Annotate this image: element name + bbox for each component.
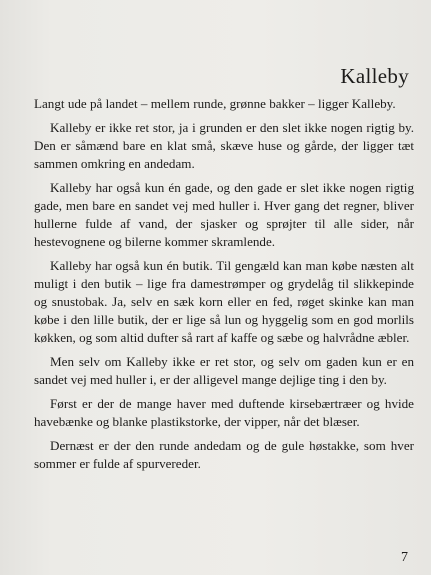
- show-through-text: [0, 0, 431, 60]
- paragraph-2: Kalleby er ikke ret stor, ja i grunden er den slet ikke nogen rigtig by. Den er såmænd bare en klat små, skæve huse og gårde, der ligger tæt sammen omkring en andedam.: [34, 120, 414, 171]
- chapter-body: [34, 95, 414, 479]
- paragraph-6: Først er der de mange haver med duftende kirsebærtræer og hvide havebænke og blanke plastikstorke, der vipper, når det blæser.: [34, 396, 414, 429]
- paragraph-1: Langt ude på landet – mellem runde, grønne bakker – ligger Kalleby.: [34, 96, 396, 111]
- paragraph-3: Kalleby har også kun én gade, og den gade er slet ikke nogen rigtig gade, men bare en sandet vej med huller i. Hver gang det regner, bliver hullerne fulde af vand, der sjasker og sprøjter til alle sider, når hestevognene og bilerne kommer skramlende.: [34, 180, 414, 249]
- paragraph-4: Kalleby har også kun én butik. Til gengæld kan man købe næsten alt muligt i den butik – lige fra damestrømper og grydelåg til slikkepinde og snustobak. Ja, selv en sæk korn eller en fed, røget skinke kan man købe i den lille butik, der er lige så lun og hyggelig som en god morlils køkken, og som altid dufter så rart af kaffe og sæbe og halvrådne æbler.: [34, 258, 414, 345]
- chapter-title: Kalleby: [340, 64, 409, 88]
- paragraph-5: Men selv om Kalleby ikke er ret stor, og selv om gaden kun er en sandet vej med huller i, er der alligevel mange dejlige ting i den by.: [34, 354, 414, 387]
- paragraph-7: Dernæst er der den runde andedam og de gule høstakke, som hver sommer er fulde af spurvereder.: [34, 438, 414, 471]
- page-number: 7: [401, 550, 408, 565]
